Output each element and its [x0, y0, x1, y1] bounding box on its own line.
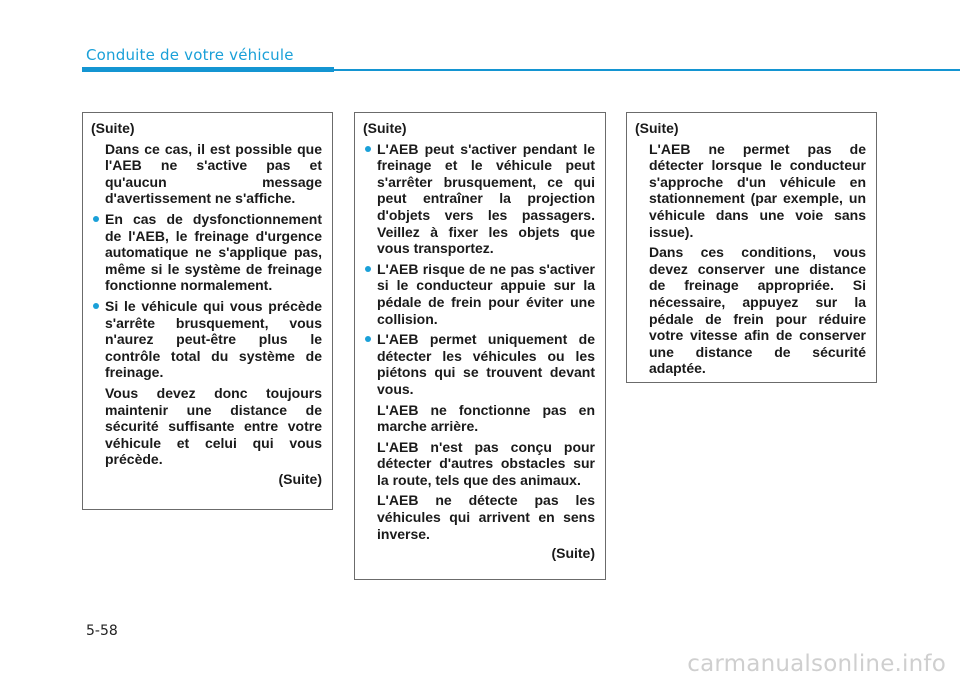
paragraph: Vous devez donc toujours maintenir une distance de sécurité suffisante entre votre véhicule et celui qui vous précède.	[105, 384, 322, 468]
warning-box-3	[626, 112, 877, 383]
suite-label-end: (Suite)	[551, 545, 595, 562]
warning-box-2	[354, 112, 606, 580]
bullet-item: L'AEB risque de ne pas s'activer si le conducteur appuie sur la pédale de frein pour éviter une collision.	[363, 261, 595, 327]
warning-box-1	[82, 112, 333, 510]
paragraph: L'AEB n'est pas conçu pour détecter d'autres obstacles sur la route, tels que des animaux.	[377, 438, 595, 488]
paragraph: Dans ces conditions, vous devez conserver une distance de freinage appropriée. Si nécessaire, appuyez sur la pédale de frein pour réduire votre vitesse afin de conserver une distance de sécurité adaptée.	[649, 244, 866, 377]
paragraph: Dans ce cas, il est possible que l'AEB ne s'active pas et qu'aucun message d'avertissement ne s'affiche.	[105, 140, 322, 207]
header-bar-thin	[334, 69, 960, 71]
suite-label-top: (Suite)	[363, 120, 407, 136]
watermark: carmanualsonline.info	[687, 651, 946, 677]
suite-label-top: (Suite)	[635, 120, 679, 136]
suite-label-end: (Suite)	[278, 470, 322, 487]
bullet-item: L'AEB peut s'activer pendant le freinage et le véhicule peut s'arrêter brusquement, ce qui peut entraîner la projection d'objets vers les passagers. Veillez à fixer les objets que vous transportez.	[363, 141, 595, 257]
bullet-item: En cas de dysfonctionnement de l'AEB, le freinage d'urgence automatique ne s'applique pas, même si le système de freinage fonctionne normalement.	[91, 211, 322, 294]
paragraph: L'AEB ne détecte pas les véhicules qui arrivent en sens inverse.	[377, 492, 595, 542]
header-bar-thick	[82, 67, 334, 72]
bullet-item: L'AEB permet uniquement de détecter les véhicules ou les piétons qui se trouvent devant vous.	[363, 331, 595, 397]
paragraph: L'AEB ne permet pas de détecter lorsque le conducteur s'approche d'un véhicule en stationnement (par exemple, un véhicule dans une voie sans issue).	[649, 140, 866, 240]
bullet-item: Si le véhicule qui vous précède s'arrête brusquement, vous n'aurez peut-être plus le contrôle total du système de freinage.	[91, 298, 322, 381]
section-title: Conduite de votre véhicule	[86, 46, 294, 64]
suite-label-top: (Suite)	[91, 120, 135, 136]
page-number: 5-58	[86, 623, 118, 639]
paragraph: L'AEB ne fonctionne pas en marche arrière.	[377, 401, 595, 435]
